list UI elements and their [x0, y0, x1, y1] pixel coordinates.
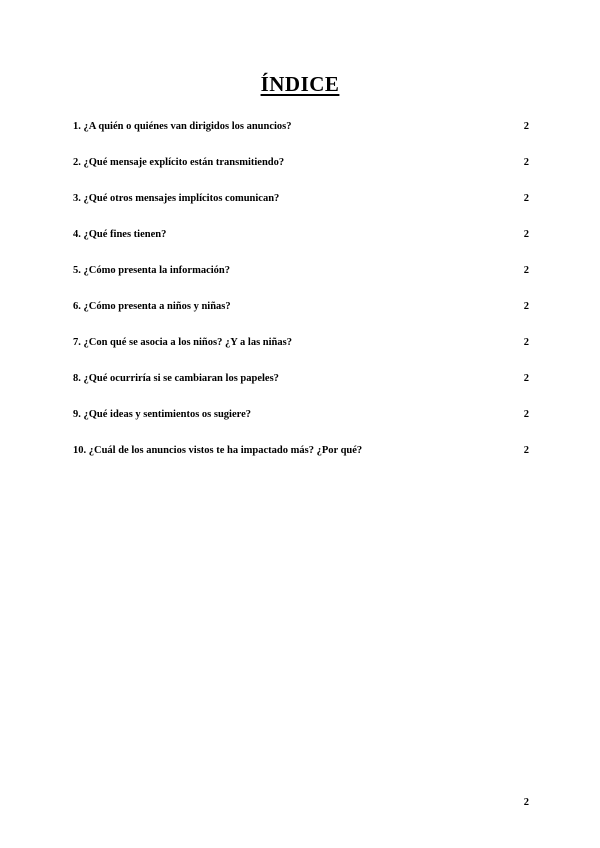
page-number: 2: [523, 797, 529, 808]
toc-entry-page: 2: [523, 193, 529, 204]
toc-entry-page: 2: [523, 337, 529, 348]
toc-entry: [73, 157, 529, 193]
toc-entry-page: 2: [523, 265, 529, 276]
toc-entry: [73, 301, 529, 337]
toc-entry: [73, 337, 529, 373]
toc-entry-page: 2: [523, 121, 529, 132]
toc-entry-text: 8. ¿Qué ocurriría si se cambiaran los papeles?: [73, 373, 279, 384]
toc-entry: [73, 265, 529, 301]
toc-entry: [73, 373, 529, 409]
toc-entry-page: 2: [523, 373, 529, 384]
toc-entry-text: 1. ¿A quién o quiénes van dirigidos los anuncios?: [73, 121, 292, 132]
toc-entry: [73, 193, 529, 229]
toc-entry-page: 2: [523, 157, 529, 168]
toc-entry: [73, 121, 529, 157]
toc-entry-text: 10. ¿Cuál de los anuncios vistos te ha impactado más? ¿Por qué?: [73, 445, 363, 456]
toc-entry-page: 2: [523, 409, 529, 420]
toc-entry-text: 6. ¿Cómo presenta a niños y niñas?: [73, 301, 231, 312]
toc-entry: [73, 445, 529, 481]
toc-entry-text: 4. ¿Qué fines tienen?: [73, 229, 167, 240]
toc-entry-text: 3. ¿Qué otros mensajes implícitos comunican?: [73, 193, 280, 204]
toc-entry-text: 2. ¿Qué mensaje explícito están transmitiendo?: [73, 157, 285, 168]
table-of-contents: [73, 121, 529, 481]
toc-entry-text: 5. ¿Cómo presenta la información?: [73, 265, 231, 276]
toc-entry: [73, 229, 529, 265]
toc-entry-text: 9. ¿Qué ideas y sentimientos os sugiere?: [73, 409, 252, 420]
page-title: ÍNDICE: [260, 72, 340, 96]
toc-entry-page: 2: [523, 229, 529, 240]
toc-entry: [73, 409, 529, 445]
toc-entry-page: 2: [523, 445, 529, 456]
toc-entry-text: 7. ¿Con qué se asocia a los niños? ¿Y a las niñas?: [73, 337, 292, 348]
toc-entry-page: 2: [523, 301, 529, 312]
